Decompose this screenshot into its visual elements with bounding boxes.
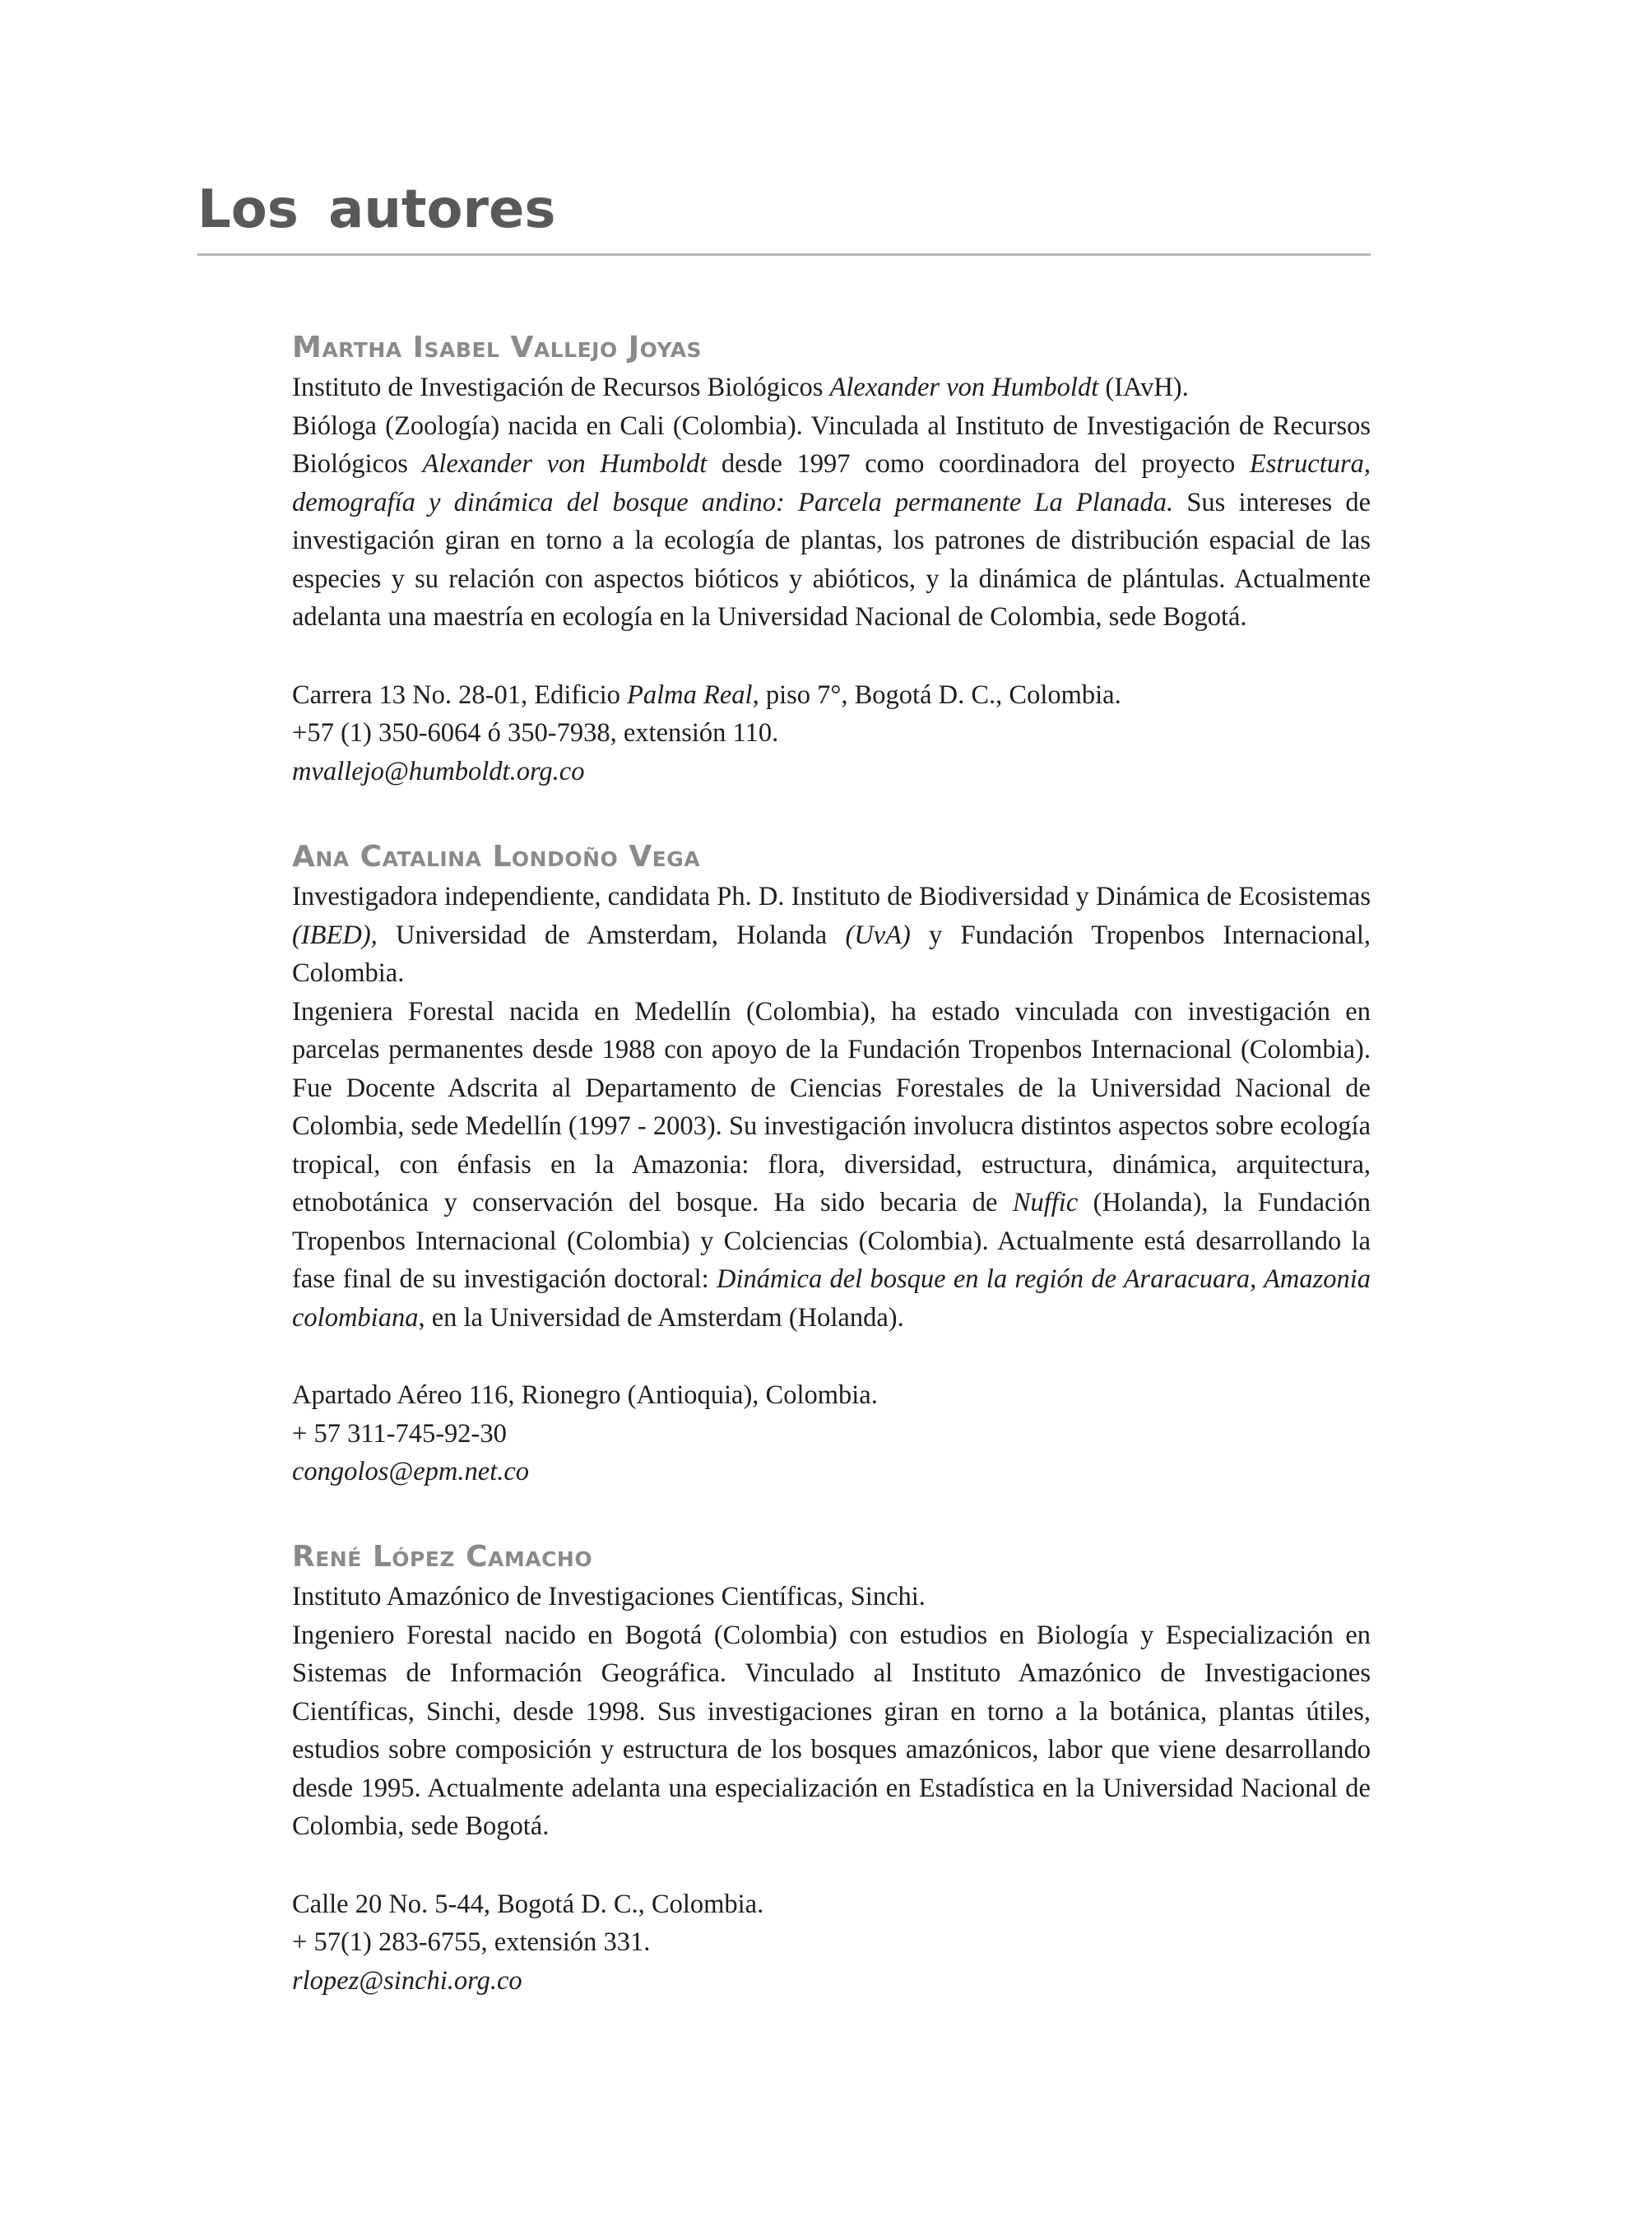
author-affiliation: Instituto de Investigación de Recursos Biológicos Alexander von Humboldt (IAvH).: [292, 373, 1189, 402]
author-name: René López Camacho: [292, 1540, 593, 1574]
author-email[interactable]: mvallejo@humboldt.org.co: [292, 756, 585, 786]
author-entry-vallejo: [292, 327, 1371, 791]
author-entry-lopez: [292, 1537, 1371, 2000]
author-email[interactable]: congolos@epm.net.co: [292, 1457, 530, 1486]
author-address: Carrera 13 No. 28-01, Edificio Palma Real, piso 7°, Bogotá D. C., Colombia.: [292, 679, 1121, 710]
author-bio: Bióloga (Zoología) nacida en Cali (Colombia). Vinculada al Instituto de Investigación de Recursos Biológicos Alexander von Humboldt desde 1997 como coordinadora del proyecto Estructura, demografía y dinámica del bosque andino: Parcela permanente La Planada. Sus intereses de investigación giran en torno a la ecología de plantas, los patrones de distribución espacial de las especies y su relación con aspectos bióticos y abióticos, y la dinámica de plántulas. Actualmente adelanta una maestría en ecología en la Universidad Nacional de Colombia, sede Bogotá.: [292, 410, 1371, 632]
author-name: Ana Catalina Londoño Vega: [292, 840, 701, 874]
title-divider: [197, 253, 1371, 256]
author-phone: + 57(1) 283-6755, extensión 331.: [292, 1927, 651, 1957]
page-title: Los autores: [197, 179, 556, 240]
author-address: Apartado Aéreo 116, Rionegro (Antioquia), Colombia.: [292, 1380, 878, 1410]
author-name: Martha Isabel Vallejo Joyas: [292, 331, 703, 364]
author-entry-londono: [292, 837, 1371, 1491]
author-phone: +57 (1) 350-6064 ó 350-7938, extensión 110.: [292, 718, 779, 748]
author-address: Calle 20 No. 5-44, Bogotá D. C., Colombia.: [292, 1889, 764, 1919]
author-phone: + 57 311-745-92-30: [292, 1418, 507, 1449]
author-affiliation: Instituto Amazónico de Investigaciones Científicas, Sinchi.: [292, 1582, 926, 1611]
author-affiliation: Investigadora independiente, candidata Ph. D. Instituto de Biodiversidad y Dinámica de Ecosistemas (IBED), Universidad de Amsterdam, Holanda (UvA) y Fundación Tropenbos Internacional, Colombia.: [292, 882, 1371, 988]
author-email[interactable]: rlopez@sinchi.org.co: [292, 1965, 522, 1996]
author-bio: Ingeniero Forestal nacido en Bogotá (Colombia) con estudios en Biología y Especialización en Sistemas de Información Geográfica. Vinculado al Instituto Amazónico de Investigaciones Científicas, Sinchi, desde 1998. Sus investigaciones giran en torno a la botánica, plantas útiles, estudios sobre composición y estructura de los bosques amazónicos, labor que viene desarrollando desde 1995. Actualmente adelanta una especialización en Estadística en la Universidad Nacional de Colombia, sede Bogotá.: [292, 1620, 1371, 1841]
author-bio: Ingeniera Forestal nacida en Medellín (Colombia), ha estado vinculada con investigación en parcelas permanentes desde 1988 con apoyo de la Fundación Tropenbos Internacional (Colombia). Fue Docente Adscrita al Departamento de Ciencias Forestales de la Universidad Nacional de Colombia, sede Medellín (1997 - 2003). Su investigación involucra distintos aspectos sobre ecología tropical, con énfasis en la Amazonia: flora, diversidad, estructura, dinámica, arquitectura, etnobotánica y conservación del bosque. Ha sido becaria de Nuffic (Holanda), la Fundación Tropenbos Internacional (Colombia) y Colciencias (Colombia). Actualmente está desarrollando la fase final de su investigación doctoral: Dinámica del bosque en la región de Araracuara, Amazonia colombiana, en la Universidad de Amsterdam (Holanda).: [292, 996, 1371, 1333]
